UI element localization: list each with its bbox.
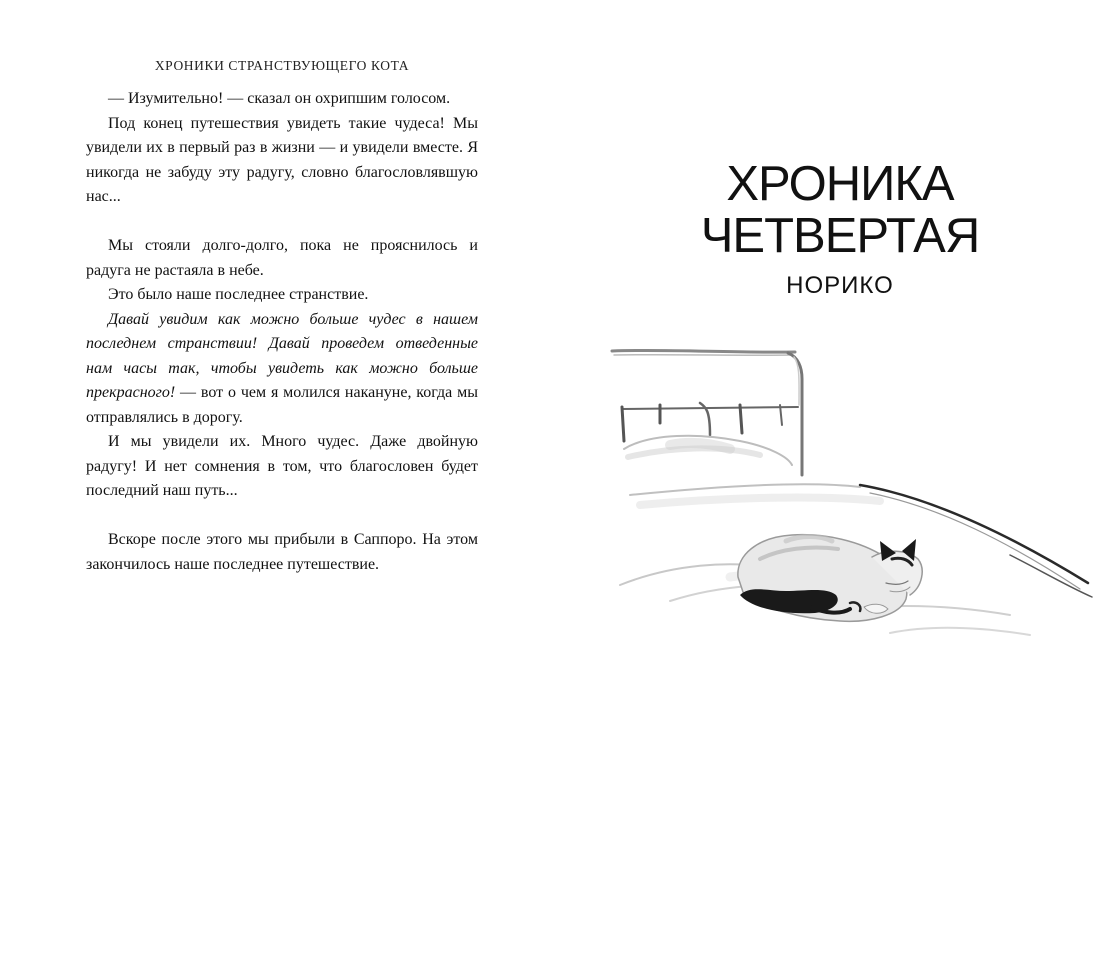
- paragraph: Под конец путешествия увидеть такие чудеса! Мы увидели их в первый раз в жизни — и увидели вместе. Я никогда не забуду эту радугу, словно благословлявшую нас...: [86, 114, 478, 205]
- paragraph: Мы стояли долго-долго, пока не прояснилось и радуга не растаяла в небе.: [86, 237, 478, 279]
- right-page: [550, 0, 1100, 956]
- chapter-title-line-2: ЧЕТВЕРТАЯ: [700, 209, 980, 263]
- cat-sleeping-illustration: [610, 345, 1094, 650]
- running-head: ХРОНИКИ СТРАНСТВУЮЩЕГО КОТА: [154, 58, 410, 73]
- italic-prayer-text: Давай увидим как можно больше чудес в нашем последнем странствии! Давай проведем отведенные нам часы так, чтобы увидеть как можно больше прекрасного!: [86, 310, 478, 401]
- chapter-subtitle: НОРИКО: [786, 272, 894, 299]
- body-text: [86, 87, 478, 577]
- paragraph: И мы увидели их. Много чудес. Даже двойную радугу! И нет сомнения в том, что благословен будет последний наш путь...: [86, 433, 478, 499]
- paragraph: — Изумительно! — сказал он охрипшим голосом.: [108, 90, 451, 107]
- headboard-rail: [612, 350, 795, 352]
- chapter-title-line-1: ХРОНИКА: [726, 157, 954, 211]
- paragraph: Вскоре после этого мы прибыли в Саппоро. На этом закончилось наше последнее путешествие.: [86, 531, 478, 573]
- prayer-continuation: — вот о чем я молился накануне, когда мы отправлялись в дорогу.: [86, 384, 478, 426]
- paragraph: Это было наше последнее странствие.: [108, 286, 369, 303]
- blanket-edge: [630, 484, 860, 495]
- headboard-curve: [788, 353, 802, 475]
- cat: [738, 535, 922, 622]
- paragraph-mixed: [86, 308, 478, 431]
- chapter-title: [620, 158, 1060, 262]
